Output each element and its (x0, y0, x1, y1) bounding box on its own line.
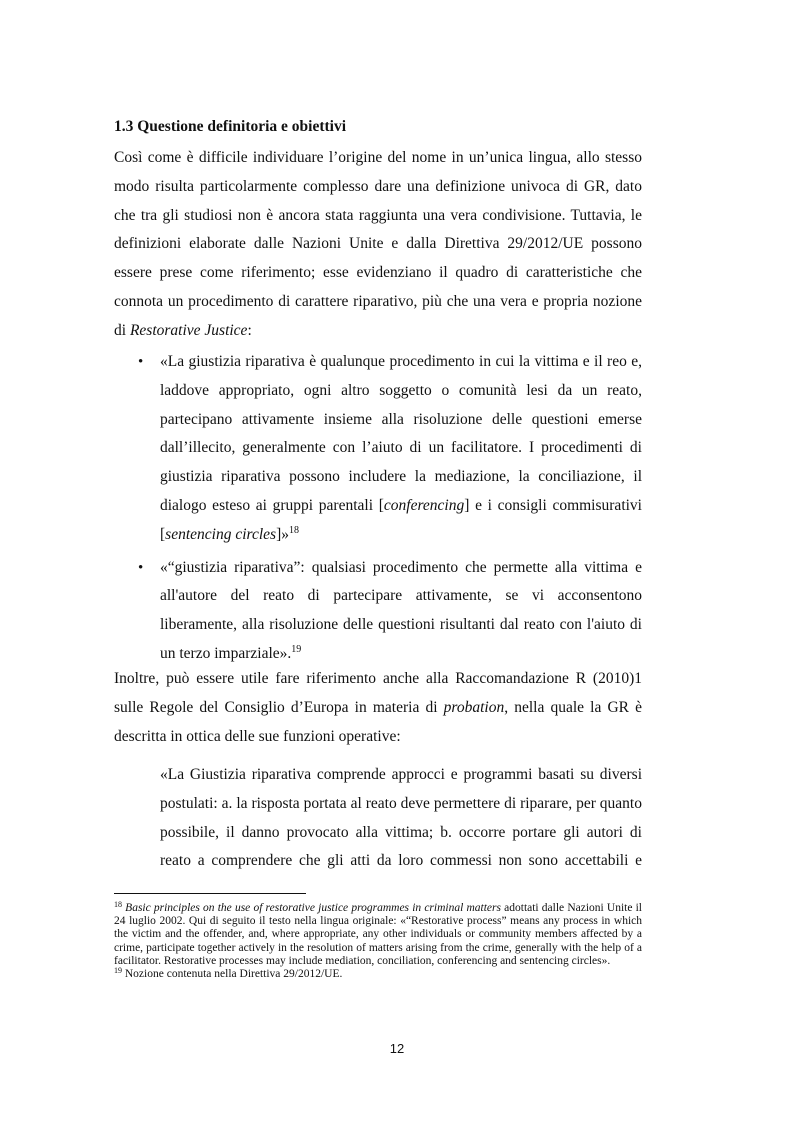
list-item (160, 348, 642, 550)
intro-italic-term: Restorative Justice (129, 321, 248, 339)
intro-paragraph (114, 144, 642, 346)
block-quote: «La Giustizia riparativa comprende approcci e programmi basati su diversi postulati: a. la risposta portata al reato deve permettere di riparare, per quanto possibile, il danno provocato alla vittima; b. occorre portare gli autori di reato a comprendere che gli atti da loro commessi non sono accettabili e (160, 766, 642, 870)
second-italic-term: probation (443, 698, 505, 716)
intro-text-end: : (247, 321, 252, 339)
footnote-ref-18[interactable]: 18 (289, 524, 299, 536)
footnote-18 (114, 902, 642, 968)
footnote-text: adottati dalle Nazioni Unite il 24 luglio 2002. Qui di seguito il testo nella lingua originale: «“Restorative process” means any process in which the victim and the offender, and, where appropriate, any other individuals or community members affected by a crime, participate together actively in the resolution of matters arising from the crime, generally with the help of a facilitator. Restorative processes may include mediation, conciliation, conferencing and sentencing circles». (114, 902, 642, 967)
page-number: 12 (389, 1041, 405, 1056)
un-definition-text: «La giustizia riparativa è qualunque procedimento in cui la vittima e il reo e, laddove appropriato, ogni altro soggetto o comunità lesi da un reato, partecipano attivamente insieme alla risoluzione delle questioni emerse dall’illecito, generalmente con l’aiuto di un facilitatore. I procedimenti di giustizia riparativa possono includere la mediazione, la conciliazione, il dialogo esteso ai gruppi parentali [ (160, 353, 642, 514)
footnote-text: Nozione contenuta nella Direttiva 29/2012/UE. (122, 968, 343, 981)
un-definition-italic-sentencing: sentencing circles (165, 525, 277, 543)
footnote-number: 18 (114, 900, 122, 909)
footnote-19 (114, 968, 642, 981)
intro-text: Così come è difficile individuare l’origine del nome in un’unica lingua, allo stesso modo risulta particolarmente complesso dare una definizione univoca di GR, dato che tra gli studiosi non è ancora stata raggiunta una vera condivisione. Tuttavia, le definizioni elaborate dalle Nazioni Unite e dalla Direttiva 29/2012/UE possono essere prese come riferimento; esse evidenziano il quadro di caratteristiche che connota un procedimento di carattere riparativo, più che una vera e propria nozione di (114, 149, 642, 339)
second-text: Inoltre, può essere utile fare riferimento anche alla Raccomandazione R (2010)1 sulle Regole del Consiglio d’Europa in materia di (114, 670, 642, 716)
un-definition-text-end: ]» (276, 525, 289, 543)
footnote-separator (114, 893, 306, 894)
footnote-number: 19 (114, 966, 122, 976)
second-paragraph (114, 665, 642, 751)
list-item (160, 554, 642, 669)
footnote-italic-title: Basic principles on the use of restorative justice programmes in criminal matters (125, 902, 501, 914)
definitions-list (160, 348, 642, 673)
footnote-ref-19[interactable]: 19 (291, 643, 302, 655)
second-text-end: , nella quale la GR è descritta in ottica delle sue funzioni operative: (114, 698, 642, 745)
section-heading: 1.3 Questione definitoria e obiettivi (114, 118, 347, 135)
un-definition-text-mid: ] e i consigli commisurativi [ (160, 496, 642, 543)
un-definition-italic-conferencing: conferencing (383, 496, 465, 514)
eu-definition-text: «“giustizia riparativa”: qualsiasi procedimento che permette alla vittima e all'autore del reato di partecipare attivamente, se vi acconsentono liberamente, alla risoluzione delle questioni risultanti dal reato con l'aiuto di un terzo imparziale». (160, 558, 642, 662)
footnotes (114, 902, 642, 981)
